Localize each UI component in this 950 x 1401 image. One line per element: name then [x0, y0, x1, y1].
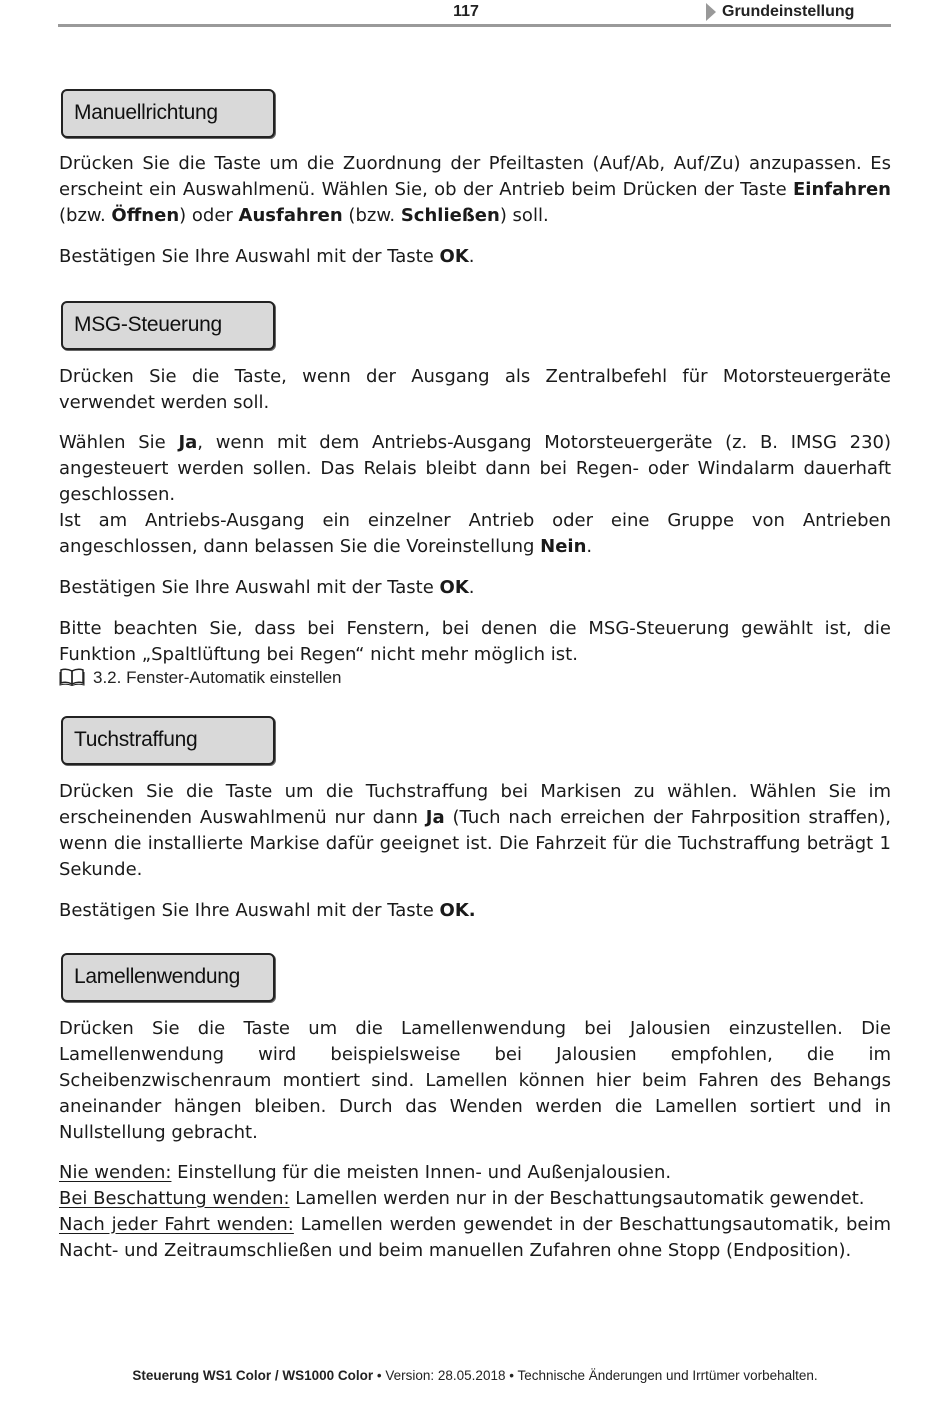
section-title: Lamellenwendung	[74, 965, 240, 988]
paragraph: Drücken Sie die Taste um die Lamellenwendung bei Jalousien einzustellen. Die Lamellenwendung wird beispielsweise bei Jalousien empfohlen, die im Scheibenzwischenraum montiert sind. Lamellen können hier beim Fahren des Behangs aneinander hängen bleiben. Durch das Wenden werden die Lamellen sortiert und in Nullstellung gebracht.	[59, 1018, 891, 1143]
chevron-right-icon	[706, 3, 716, 21]
option-term: Bei Beschattung wenden:	[59, 1188, 290, 1209]
option-term: Nach jeder Fahrt wenden:	[59, 1214, 294, 1235]
paragraph: Bestätigen Sie Ihre Auswahl mit der Taste OK.	[59, 577, 475, 598]
section-title: Manuellrichtung	[74, 101, 218, 124]
footer-version: • Version: 28.05.2018 • Technische Änderungen und Irrtümer vorbehalten.	[373, 1368, 818, 1383]
section-heading-manuellrichtung	[61, 89, 275, 138]
page-number: 117	[453, 3, 479, 20]
section-heading-lamellenwendung	[61, 953, 275, 1002]
section-title: MSG-Steuerung	[74, 313, 222, 336]
paragraph: Bestätigen Sie Ihre Auswahl mit der Taste OK.	[59, 246, 475, 267]
section-heading-msg-steuerung	[61, 301, 275, 350]
section-title: Tuchstraffung	[74, 728, 198, 751]
paragraph: Drücken Sie die Taste, wenn der Ausgang als Zentralbefehl für Motorsteuergeräte verwendet werden soll.	[59, 366, 891, 413]
option-term: Nie wenden:	[59, 1162, 172, 1183]
page-footer	[0, 1368, 950, 1383]
paragraph: Ist am Antriebs-Ausgang ein einzelner Antrieb oder eine Gruppe von Antrieben angeschlossen, dann belassen Sie die Voreinstellung Nein.	[59, 510, 891, 557]
paragraph: Bestätigen Sie Ihre Auswahl mit der Taste OK.	[59, 900, 476, 921]
chapter-title: Grundeinstellung	[722, 3, 855, 20]
section-heading-tuchstraffung	[61, 716, 275, 765]
paragraph: Drücken Sie die Taste um die Tuchstraffung bei Markisen zu wählen. Wählen Sie im erscheinenden Auswahlmenü nur dann Ja (Tuch nach erreichen der Fahrposition straffen), wenn die installierte Markise dafür geeignet ist. Die Fahrzeit für die Tuchstraffung beträgt 1 Sekunde.	[59, 781, 892, 880]
header-rule	[58, 24, 891, 27]
cross-reference[interactable]	[59, 668, 342, 690]
footer-product: Steuerung WS1 Color / WS1000 Color	[132, 1368, 374, 1383]
paragraph: Drücken Sie die Taste um die Zuordnung der Pfeiltasten (Auf/Ab, Auf/Zu) anzupassen. Es erscheint ein Auswahlmenü. Wählen Sie, ob der Antrieb beim Drücken der Taste Einfahren (bzw. Öffnen) oder Ausfahren (bzw. Schließen) soll.	[59, 153, 891, 226]
book-icon	[59, 668, 85, 691]
paragraph: Bitte beachten Sie, dass bei Fenstern, bei denen die MSG-Steuerung gewählt ist, die Funktion „Spaltlüftung bei Regen“ nicht mehr möglich ist.	[59, 618, 891, 665]
paragraph: Wählen Sie Ja, wenn mit dem Antriebs-Ausgang Motorsteuergeräte (z. B. IMSG 230) angesteuert werden sollen. Das Relais bleibt dann bei Regen- oder Windalarm dauerhaft geschlossen.	[59, 432, 892, 505]
option-list: Nie wenden: Einstellung für die meisten Innen- und Außenjalousien. Bei Beschattung wenden: Lamellen werden nur in der Beschattungsautomatik gewendet. Nach jeder Fahrt wenden: Lamellen werden gewendet in der Beschattungsautomatik, beim Nacht- und Zeitraumschließen und beim manuellen Zufahren ohne Stopp (Endposition).	[59, 1162, 891, 1261]
cross-reference-label[interactable]: 3.2. Fenster-Automatik einstellen	[93, 668, 342, 687]
